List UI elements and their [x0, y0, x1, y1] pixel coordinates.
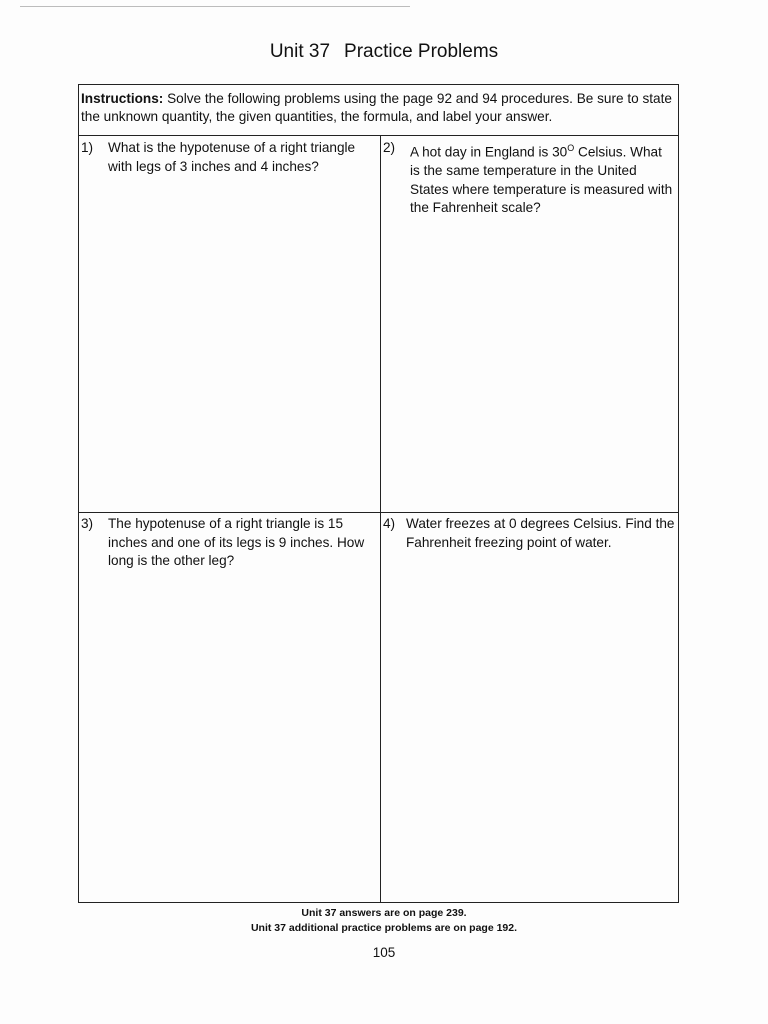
problem-grid [78, 135, 679, 903]
problem-text: The hypotenuse of a right triangle is 15 inches and one of its legs is 9 inches. How long is the other leg? [108, 516, 365, 568]
degree-superscript: O [567, 143, 575, 153]
problem-3 [81, 515, 379, 571]
top-rule [20, 6, 410, 7]
problem-4 [383, 515, 675, 552]
problem-text: Water freezes at 0 degrees Celsius. Find the Fahrenheit freezing point of water. [406, 516, 675, 550]
instructions-box [78, 84, 679, 136]
problem-text: What is the hypotenuse of a right triangle with legs of 3 inches and 4 inches? [108, 140, 356, 174]
problem-text: A hot day in England is $30^O$ Celsius. What is the same temperature in the United States where temperature is measured with the Fahrenheit scale? [410, 143, 673, 216]
page-number: 105 [372, 945, 396, 960]
unit-number: Unit 37 [269, 41, 331, 62]
problem-1 [81, 139, 379, 176]
page-title [0, 41, 768, 63]
problem-number: 3) [81, 516, 94, 531]
problem-number: 2) [383, 140, 396, 155]
instructions-label: Instructions: [81, 91, 164, 106]
answers-note: Unit 37 answers are on page 239. [301, 907, 467, 919]
problem-number: 1) [81, 140, 94, 155]
grid-horizontal-divider [79, 512, 678, 513]
grid-vertical-divider [380, 135, 381, 902]
problem-number: 4) [383, 516, 396, 531]
title-text: Practice Problems [344, 41, 499, 62]
additional-problems-note: Unit 37 additional practice problems are on page 192. [250, 922, 518, 934]
problem-2 [383, 139, 675, 218]
instructions-text: Solve the following problems using the page 92 and 94 procedures. Be sure to state the unknown quantity, the given quantities, the formula, and label your answer. [81, 91, 672, 124]
